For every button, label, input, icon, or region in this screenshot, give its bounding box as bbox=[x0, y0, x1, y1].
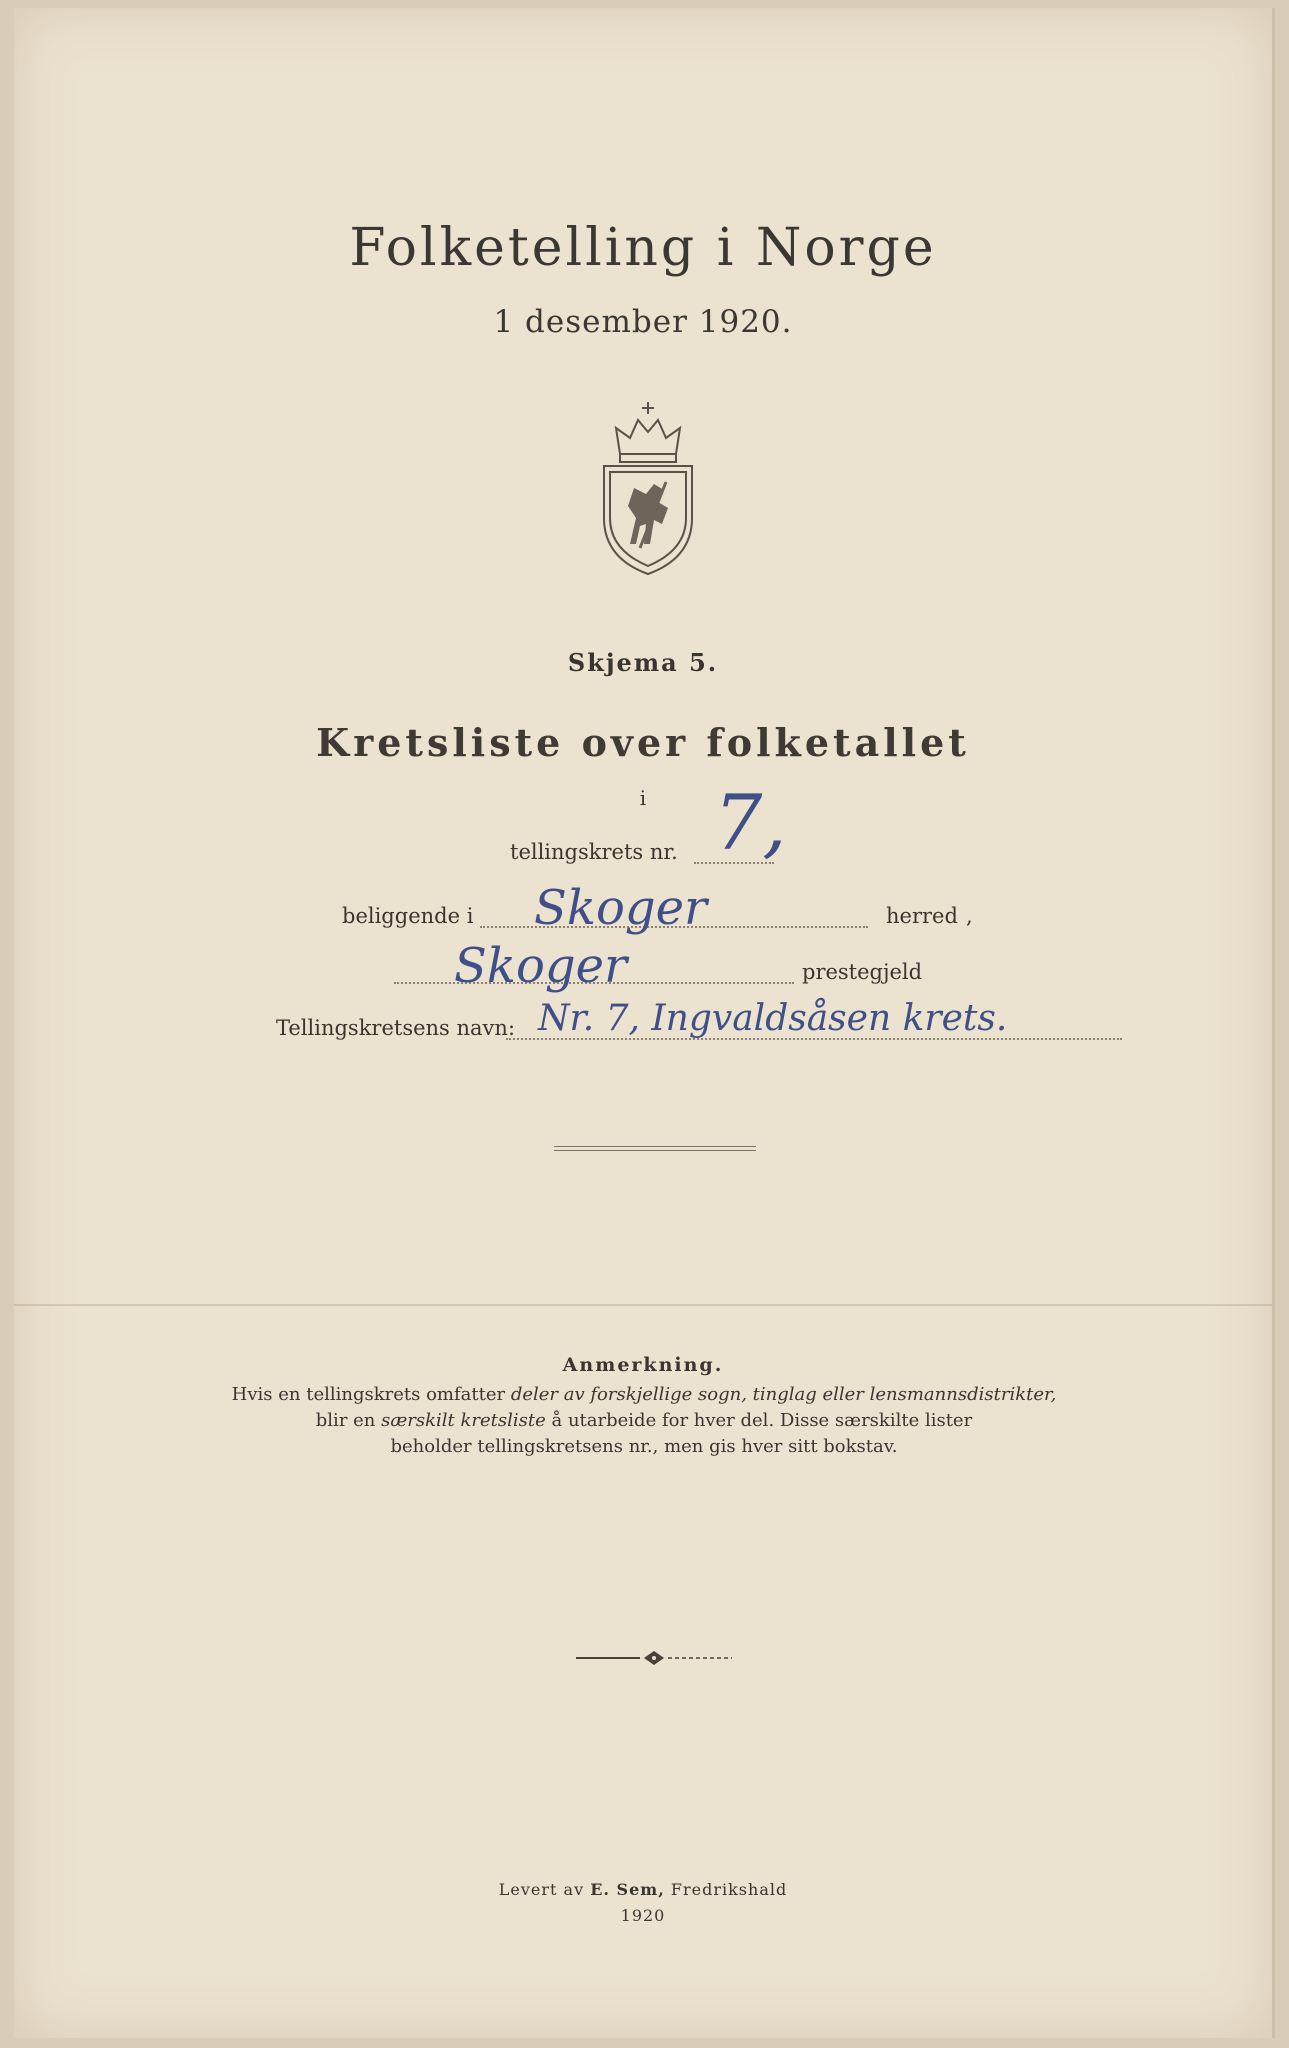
in-word: i bbox=[639, 786, 647, 810]
schema-number: Skjema 5. bbox=[567, 648, 719, 677]
note-text bbox=[214, 1382, 1074, 1460]
printer-credit bbox=[14, 1880, 1272, 1899]
herred-label: herred bbox=[886, 904, 958, 928]
note-line-1 bbox=[214, 1382, 1074, 1408]
printer-name: E. Sem, bbox=[590, 1880, 665, 1899]
note-line-1-text: Hvis en tellingskrets omfatter bbox=[231, 1384, 511, 1405]
municipality-value: Skoger bbox=[534, 880, 707, 936]
coat-of-arms-icon bbox=[596, 398, 700, 578]
note-line-1-italic: deler av forskjellige sogn, tinglag eller lensmannsdistrikter, bbox=[510, 1384, 1057, 1405]
herred-comma: , bbox=[966, 904, 973, 928]
district-name-value: Nr. 7, Ingvaldsåsen krets. bbox=[538, 998, 1008, 1039]
form-heading: Kretsliste over folketallet bbox=[316, 720, 970, 765]
paper-fold bbox=[14, 1304, 1272, 1306]
district-number-value: 7, bbox=[714, 778, 787, 867]
note-line-2-text-a: blir en bbox=[315, 1410, 382, 1431]
printer-year: 1920 bbox=[620, 1906, 666, 1925]
district-name-label: Tellingskretsens navn: bbox=[276, 1016, 516, 1040]
prestegjeld-label: prestegjeld bbox=[802, 960, 923, 984]
note-line-3 bbox=[214, 1434, 1074, 1460]
note-line-2-text-b: å utarbeide for hver del. Disse særskilte lister bbox=[545, 1410, 973, 1431]
printer-prefix: Levert av bbox=[498, 1880, 591, 1899]
district-number-label: tellingskrets nr. bbox=[510, 840, 678, 864]
note-line-3-text: beholder tellingskretsens nr., men gis hver sitt bokstav. bbox=[390, 1436, 898, 1457]
parish-value: Skoger bbox=[454, 938, 627, 994]
page-title: Folketelling i Norge bbox=[349, 218, 937, 278]
document-page bbox=[14, 8, 1275, 2038]
divider-rule bbox=[554, 1146, 756, 1147]
note-title: Anmerkning. bbox=[562, 1354, 724, 1376]
ornament-divider-icon bbox=[574, 1648, 734, 1668]
located-in-label: beliggende i bbox=[342, 904, 474, 928]
census-date: 1 desember 1920. bbox=[493, 304, 793, 340]
note-line-2-italic: særskilt kretsliste bbox=[381, 1410, 546, 1431]
note-line-2 bbox=[214, 1408, 1074, 1434]
printer-city: Fredrikshald bbox=[664, 1880, 788, 1899]
divider-rule-second bbox=[554, 1150, 756, 1151]
